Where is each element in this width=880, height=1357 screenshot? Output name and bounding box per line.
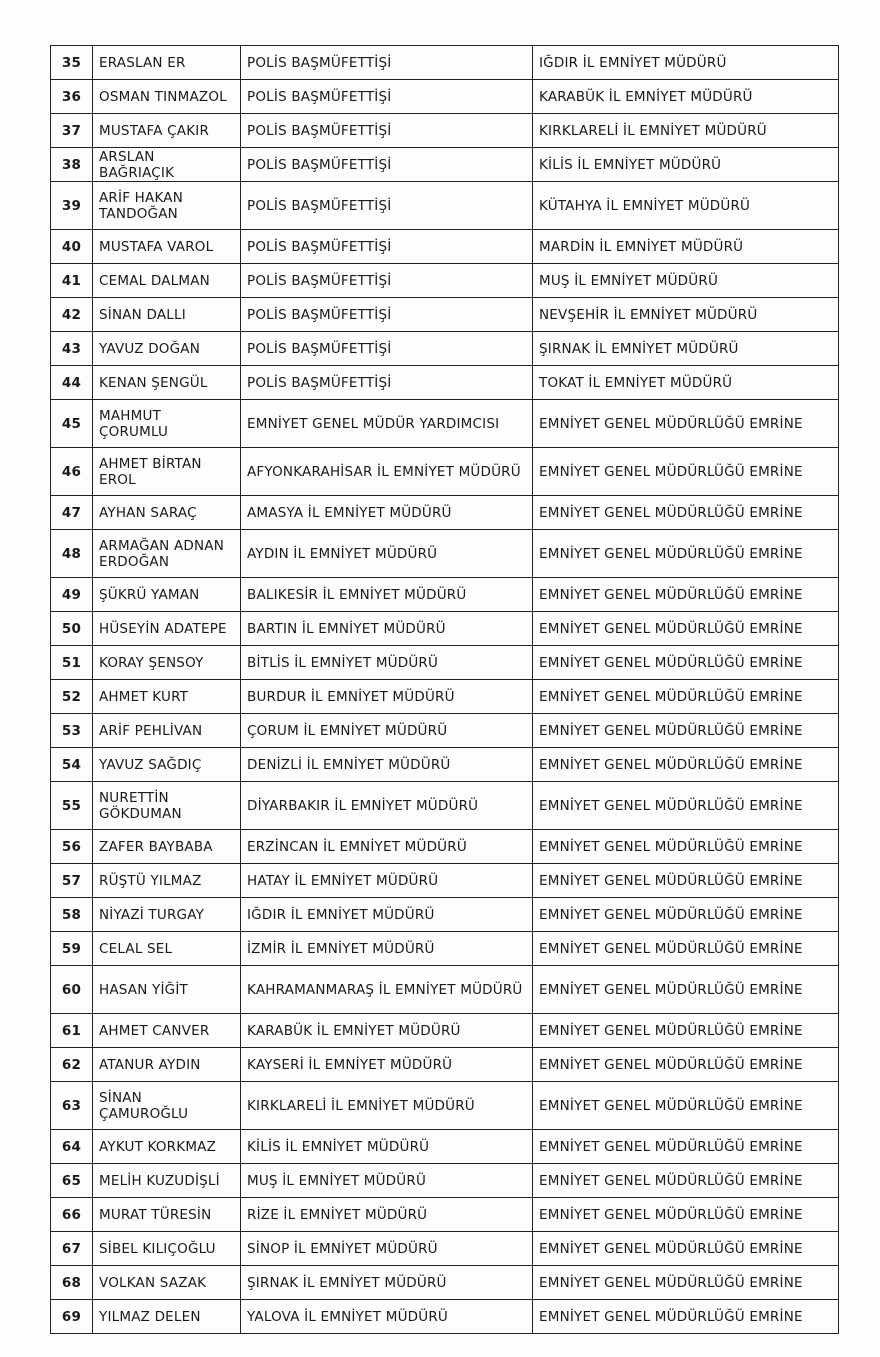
- current-position-cell: POLİS BAŞMÜFETTİŞİ: [241, 332, 533, 366]
- new-position-cell: EMNİYET GENEL MÜDÜRLÜĞÜ EMRİNE: [533, 1300, 839, 1334]
- table-row: [51, 898, 839, 932]
- row-number-cell: 50: [51, 612, 93, 646]
- row-number-cell: 37: [51, 114, 93, 148]
- table-row: [51, 298, 839, 332]
- table-row: [51, 230, 839, 264]
- new-position-cell: EMNİYET GENEL MÜDÜRLÜĞÜ EMRİNE: [533, 1164, 839, 1198]
- new-position-cell: EMNİYET GENEL MÜDÜRLÜĞÜ EMRİNE: [533, 1232, 839, 1266]
- name-cell: OSMAN TINMAZOL: [93, 80, 241, 114]
- new-position-cell: EMNİYET GENEL MÜDÜRLÜĞÜ EMRİNE: [533, 680, 839, 714]
- current-position-cell: AYDIN İL EMNİYET MÜDÜRÜ: [241, 530, 533, 578]
- table-row: [51, 1266, 839, 1300]
- row-number-cell: 57: [51, 864, 93, 898]
- new-position-cell: EMNİYET GENEL MÜDÜRLÜĞÜ EMRİNE: [533, 646, 839, 680]
- new-position-cell: EMNİYET GENEL MÜDÜRLÜĞÜ EMRİNE: [533, 898, 839, 932]
- row-number-cell: 59: [51, 932, 93, 966]
- name-cell: HÜSEYİN ADATEPE: [93, 612, 241, 646]
- row-number-cell: 55: [51, 782, 93, 830]
- row-number-cell: 63: [51, 1082, 93, 1130]
- new-position-cell: EMNİYET GENEL MÜDÜRLÜĞÜ EMRİNE: [533, 612, 839, 646]
- new-position-cell: KARABÜK İL EMNİYET MÜDÜRÜ: [533, 80, 839, 114]
- table-row: [51, 1014, 839, 1048]
- row-number-cell: 60: [51, 966, 93, 1014]
- current-position-cell: KIRKLARELİ İL EMNİYET MÜDÜRÜ: [241, 1082, 533, 1130]
- name-cell: AHMET KURT: [93, 680, 241, 714]
- new-position-cell: KIRKLARELİ İL EMNİYET MÜDÜRÜ: [533, 114, 839, 148]
- name-cell: ATANUR AYDIN: [93, 1048, 241, 1082]
- name-cell: SİNAN ÇAMUROĞLU: [93, 1082, 241, 1130]
- table-row: [51, 864, 839, 898]
- name-cell: MUSTAFA ÇAKIR: [93, 114, 241, 148]
- row-number-cell: 67: [51, 1232, 93, 1266]
- new-position-cell: KÜTAHYA İL EMNİYET MÜDÜRÜ: [533, 182, 839, 230]
- new-position-cell: EMNİYET GENEL MÜDÜRLÜĞÜ EMRİNE: [533, 400, 839, 448]
- new-position-cell: EMNİYET GENEL MÜDÜRLÜĞÜ EMRİNE: [533, 714, 839, 748]
- table-row: [51, 680, 839, 714]
- row-number-cell: 39: [51, 182, 93, 230]
- table-row: [51, 182, 839, 230]
- name-cell: AYKUT KORKMAZ: [93, 1130, 241, 1164]
- row-number-cell: 42: [51, 298, 93, 332]
- current-position-cell: DİYARBAKIR İL EMNİYET MÜDÜRÜ: [241, 782, 533, 830]
- name-cell: SİBEL KILIÇOĞLU: [93, 1232, 241, 1266]
- current-position-cell: POLİS BAŞMÜFETTİŞİ: [241, 114, 533, 148]
- current-position-cell: KAHRAMANMARAŞ İL EMNİYET MÜDÜRÜ: [241, 966, 533, 1014]
- name-cell: YAVUZ SAĞDIÇ: [93, 748, 241, 782]
- current-position-cell: BURDUR İL EMNİYET MÜDÜRÜ: [241, 680, 533, 714]
- current-position-cell: HATAY İL EMNİYET MÜDÜRÜ: [241, 864, 533, 898]
- name-cell: AYHAN SARAÇ: [93, 496, 241, 530]
- current-position-cell: BALIKESİR İL EMNİYET MÜDÜRÜ: [241, 578, 533, 612]
- table-row: [51, 1198, 839, 1232]
- name-cell: NURETTİN GÖKDUMAN: [93, 782, 241, 830]
- table-row: [51, 264, 839, 298]
- new-position-cell: EMNİYET GENEL MÜDÜRLÜĞÜ EMRİNE: [533, 830, 839, 864]
- name-cell: AHMET BİRTAN EROL: [93, 448, 241, 496]
- row-number-cell: 61: [51, 1014, 93, 1048]
- row-number-cell: 47: [51, 496, 93, 530]
- table-row: [51, 400, 839, 448]
- new-position-cell: ŞIRNAK İL EMNİYET MÜDÜRÜ: [533, 332, 839, 366]
- table-row: [51, 114, 839, 148]
- new-position-cell: NEVŞEHİR İL EMNİYET MÜDÜRÜ: [533, 298, 839, 332]
- table-row: [51, 646, 839, 680]
- table-row: [51, 46, 839, 80]
- current-position-cell: POLİS BAŞMÜFETTİŞİ: [241, 80, 533, 114]
- row-number-cell: 64: [51, 1130, 93, 1164]
- table-row: [51, 448, 839, 496]
- row-number-cell: 36: [51, 80, 93, 114]
- row-number-cell: 53: [51, 714, 93, 748]
- current-position-cell: AMASYA İL EMNİYET MÜDÜRÜ: [241, 496, 533, 530]
- new-position-cell: EMNİYET GENEL MÜDÜRLÜĞÜ EMRİNE: [533, 1082, 839, 1130]
- current-position-cell: ÇORUM İL EMNİYET MÜDÜRÜ: [241, 714, 533, 748]
- row-number-cell: 40: [51, 230, 93, 264]
- name-cell: ERASLAN ER: [93, 46, 241, 80]
- current-position-cell: İZMİR İL EMNİYET MÜDÜRÜ: [241, 932, 533, 966]
- new-position-cell: EMNİYET GENEL MÜDÜRLÜĞÜ EMRİNE: [533, 1266, 839, 1300]
- row-number-cell: 65: [51, 1164, 93, 1198]
- name-cell: YILMAZ DELEN: [93, 1300, 241, 1334]
- current-position-cell: AFYONKARAHİSAR İL EMNİYET MÜDÜRÜ: [241, 448, 533, 496]
- name-cell: ARMAĞAN ADNAN ERDOĞAN: [93, 530, 241, 578]
- current-position-cell: BARTIN İL EMNİYET MÜDÜRÜ: [241, 612, 533, 646]
- current-position-cell: POLİS BAŞMÜFETTİŞİ: [241, 148, 533, 182]
- name-cell: KENAN ŞENGÜL: [93, 366, 241, 400]
- table-row: [51, 148, 839, 182]
- row-number-cell: 48: [51, 530, 93, 578]
- new-position-cell: KİLİS İL EMNİYET MÜDÜRÜ: [533, 148, 839, 182]
- name-cell: NİYAZİ TURGAY: [93, 898, 241, 932]
- name-cell: CELAL SEL: [93, 932, 241, 966]
- row-number-cell: 54: [51, 748, 93, 782]
- current-position-cell: IĞDIR İL EMNİYET MÜDÜRÜ: [241, 898, 533, 932]
- name-cell: MAHMUT ÇORUMLU: [93, 400, 241, 448]
- new-position-cell: EMNİYET GENEL MÜDÜRLÜĞÜ EMRİNE: [533, 1048, 839, 1082]
- current-position-cell: KARABÜK İL EMNİYET MÜDÜRÜ: [241, 1014, 533, 1048]
- new-position-cell: EMNİYET GENEL MÜDÜRLÜĞÜ EMRİNE: [533, 448, 839, 496]
- name-cell: YAVUZ DOĞAN: [93, 332, 241, 366]
- table-row: [51, 1130, 839, 1164]
- table-row: [51, 530, 839, 578]
- table-row: [51, 1164, 839, 1198]
- new-position-cell: EMNİYET GENEL MÜDÜRLÜĞÜ EMRİNE: [533, 1014, 839, 1048]
- current-position-cell: POLİS BAŞMÜFETTİŞİ: [241, 182, 533, 230]
- table-row: [51, 332, 839, 366]
- new-position-cell: EMNİYET GENEL MÜDÜRLÜĞÜ EMRİNE: [533, 530, 839, 578]
- row-number-cell: 56: [51, 830, 93, 864]
- name-cell: ARSLAN BAĞRIAÇIK: [93, 148, 241, 182]
- row-number-cell: 45: [51, 400, 93, 448]
- current-position-cell: POLİS BAŞMÜFETTİŞİ: [241, 264, 533, 298]
- new-position-cell: EMNİYET GENEL MÜDÜRLÜĞÜ EMRİNE: [533, 864, 839, 898]
- current-position-cell: KAYSERİ İL EMNİYET MÜDÜRÜ: [241, 1048, 533, 1082]
- table-row: [51, 932, 839, 966]
- row-number-cell: 46: [51, 448, 93, 496]
- name-cell: MURAT TÜRESİN: [93, 1198, 241, 1232]
- new-position-cell: IĞDIR İL EMNİYET MÜDÜRÜ: [533, 46, 839, 80]
- table-row: [51, 1048, 839, 1082]
- table-row: [51, 830, 839, 864]
- name-cell: MUSTAFA VAROL: [93, 230, 241, 264]
- table-row: [51, 496, 839, 530]
- new-position-cell: EMNİYET GENEL MÜDÜRLÜĞÜ EMRİNE: [533, 1198, 839, 1232]
- current-position-cell: POLİS BAŞMÜFETTİŞİ: [241, 366, 533, 400]
- name-cell: HASAN YİĞİT: [93, 966, 241, 1014]
- current-position-cell: POLİS BAŞMÜFETTİŞİ: [241, 46, 533, 80]
- name-cell: CEMAL DALMAN: [93, 264, 241, 298]
- row-number-cell: 38: [51, 148, 93, 182]
- row-number-cell: 41: [51, 264, 93, 298]
- current-position-cell: MUŞ İL EMNİYET MÜDÜRÜ: [241, 1164, 533, 1198]
- new-position-cell: EMNİYET GENEL MÜDÜRLÜĞÜ EMRİNE: [533, 966, 839, 1014]
- new-position-cell: EMNİYET GENEL MÜDÜRLÜĞÜ EMRİNE: [533, 748, 839, 782]
- current-position-cell: KİLİS İL EMNİYET MÜDÜRÜ: [241, 1130, 533, 1164]
- new-position-cell: MARDİN İL EMNİYET MÜDÜRÜ: [533, 230, 839, 264]
- current-position-cell: ŞIRNAK İL EMNİYET MÜDÜRÜ: [241, 1266, 533, 1300]
- new-position-cell: EMNİYET GENEL MÜDÜRLÜĞÜ EMRİNE: [533, 578, 839, 612]
- name-cell: ZAFER BAYBABA: [93, 830, 241, 864]
- name-cell: MELİH KUZUDİŞLİ: [93, 1164, 241, 1198]
- row-number-cell: 44: [51, 366, 93, 400]
- name-cell: KORAY ŞENSOY: [93, 646, 241, 680]
- new-position-cell: EMNİYET GENEL MÜDÜRLÜĞÜ EMRİNE: [533, 496, 839, 530]
- current-position-cell: DENİZLİ İL EMNİYET MÜDÜRÜ: [241, 748, 533, 782]
- table-row: [51, 1232, 839, 1266]
- row-number-cell: 66: [51, 1198, 93, 1232]
- row-number-cell: 58: [51, 898, 93, 932]
- current-position-cell: EMNİYET GENEL MÜDÜR YARDIMCISI: [241, 400, 533, 448]
- new-position-cell: MUŞ İL EMNİYET MÜDÜRÜ: [533, 264, 839, 298]
- table-row: [51, 578, 839, 612]
- name-cell: ARİF PEHLİVAN: [93, 714, 241, 748]
- row-number-cell: 43: [51, 332, 93, 366]
- table-row: [51, 1082, 839, 1130]
- row-number-cell: 68: [51, 1266, 93, 1300]
- table-row: [51, 1300, 839, 1334]
- current-position-cell: POLİS BAŞMÜFETTİŞİ: [241, 230, 533, 264]
- row-number-cell: 62: [51, 1048, 93, 1082]
- table-row: [51, 612, 839, 646]
- row-number-cell: 35: [51, 46, 93, 80]
- current-position-cell: BİTLİS İL EMNİYET MÜDÜRÜ: [241, 646, 533, 680]
- table-row: [51, 966, 839, 1014]
- current-position-cell: YALOVA İL EMNİYET MÜDÜRÜ: [241, 1300, 533, 1334]
- name-cell: ARİF HAKAN TANDOĞAN: [93, 182, 241, 230]
- appointments-table: [50, 45, 839, 1334]
- current-position-cell: RİZE İL EMNİYET MÜDÜRÜ: [241, 1198, 533, 1232]
- current-position-cell: POLİS BAŞMÜFETTİŞİ: [241, 298, 533, 332]
- new-position-cell: TOKAT İL EMNİYET MÜDÜRÜ: [533, 366, 839, 400]
- row-number-cell: 52: [51, 680, 93, 714]
- table-row: [51, 748, 839, 782]
- row-number-cell: 49: [51, 578, 93, 612]
- table-row: [51, 782, 839, 830]
- table-row: [51, 80, 839, 114]
- row-number-cell: 51: [51, 646, 93, 680]
- new-position-cell: EMNİYET GENEL MÜDÜRLÜĞÜ EMRİNE: [533, 782, 839, 830]
- table-row: [51, 366, 839, 400]
- name-cell: RÜŞTÜ YILMAZ: [93, 864, 241, 898]
- name-cell: VOLKAN SAZAK: [93, 1266, 241, 1300]
- name-cell: ŞÜKRÜ YAMAN: [93, 578, 241, 612]
- table-row: [51, 714, 839, 748]
- current-position-cell: SİNOP İL EMNİYET MÜDÜRÜ: [241, 1232, 533, 1266]
- name-cell: SİNAN DALLI: [93, 298, 241, 332]
- current-position-cell: ERZİNCAN İL EMNİYET MÜDÜRÜ: [241, 830, 533, 864]
- name-cell: AHMET CANVER: [93, 1014, 241, 1048]
- appointments-table-body: [51, 46, 839, 1334]
- new-position-cell: EMNİYET GENEL MÜDÜRLÜĞÜ EMRİNE: [533, 1130, 839, 1164]
- row-number-cell: 69: [51, 1300, 93, 1334]
- new-position-cell: EMNİYET GENEL MÜDÜRLÜĞÜ EMRİNE: [533, 932, 839, 966]
